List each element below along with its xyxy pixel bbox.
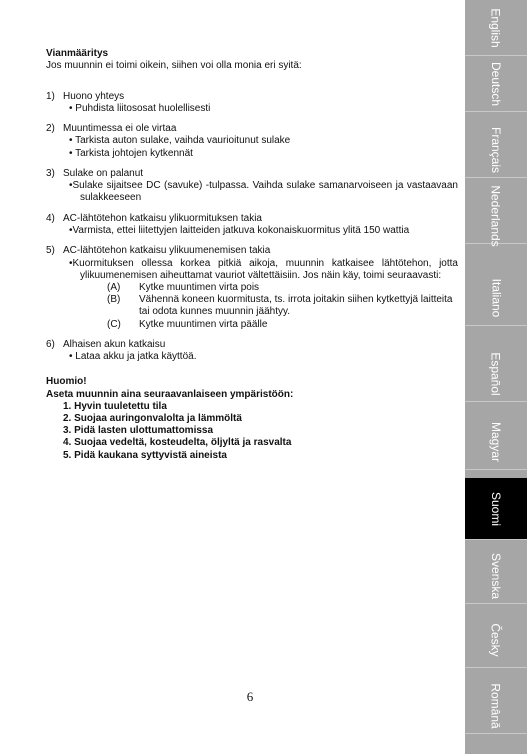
item-heading: AC-lähtötehon katkaisu ylikuumenemisen takia	[63, 245, 271, 257]
notice-item: 5. Pidä kaukana syttyvistä aineista	[63, 449, 227, 461]
troubleshooting-intro: Jos muunnin ei toimi oikein, siihen voi olla monia eri syitä:	[46, 60, 302, 72]
language-label: Italiano	[488, 278, 503, 317]
item-point: •Kuormituksen ollessa korkea pitkiä aikoja, muunnin katkaisee lähtötehon, jotta ylikuumenemisen aiheuttamat vauriot vältettäisiin. Jos näin käy, toimi seuraavasti:	[69, 257, 458, 281]
language-label: Suomi	[488, 491, 503, 526]
step-key: (A)	[107, 281, 121, 293]
language-tab-magyar[interactable]	[465, 414, 527, 470]
troubleshooting-item	[46, 339, 458, 363]
language-sidebar	[465, 0, 527, 754]
item-number: 5)	[46, 245, 55, 257]
language-tab-francais[interactable]	[465, 122, 527, 178]
step-key: (B)	[107, 294, 121, 306]
language-label: Română	[488, 682, 503, 729]
notice-item: 1. Hyvin tuuletettu tila	[63, 400, 167, 412]
procedure-step	[63, 294, 458, 318]
item-point: • Lataa akku ja jatka käyttöä.	[69, 351, 197, 363]
notice-list	[46, 401, 458, 462]
item-point: • Puhdista liitososat huolellisesti	[69, 102, 211, 114]
language-label: Español	[489, 351, 503, 396]
language-tab-suomi[interactable]	[465, 478, 527, 540]
notice-item: 4. Suojaa vedeltä, kosteudelta, öljyltä ja rasvalta	[63, 437, 292, 449]
step-text: Vähennä koneen kuormitusta, ts. irrota joitakin siihen kytkettyjä laitteita tai odota kunnes muunnin jäähtyy.	[139, 294, 453, 318]
language-label: Français	[488, 126, 503, 173]
troubleshooting-item	[46, 213, 458, 237]
language-tab-cesky[interactable]	[465, 612, 527, 668]
step-text: Kytke muuntimen virta päälle	[139, 318, 268, 330]
item-number: 1)	[46, 90, 55, 102]
language-tab-espanol[interactable]	[465, 346, 527, 402]
language-label: Svenska	[489, 552, 503, 599]
page-number: 6	[246, 689, 254, 704]
item-heading: Muuntimessa ei ole virtaa	[63, 123, 177, 135]
troubleshooting-item	[46, 91, 458, 115]
language-tab-italiano[interactable]	[465, 270, 527, 326]
language-label: Deutsch	[489, 61, 503, 106]
language-tab-deutsch[interactable]	[465, 56, 527, 112]
notice-section	[46, 376, 458, 461]
language-tab-svenska[interactable]	[465, 548, 527, 604]
troubleshooting-item	[46, 245, 458, 330]
notice-item: 2. Suojaa auringonvalolta ja lämmöltä	[63, 413, 242, 424]
notice-subtitle: Aseta muunnin aina seuraavanlaiseen ympäristöön:	[46, 388, 294, 400]
notice-item: 3. Pidä lasten ulottumattomissa	[63, 425, 214, 437]
item-heading: AC-lähtötehon katkaisu ylikuormituksen takia	[63, 212, 262, 224]
item-heading: Alhaisen akun katkaisu	[63, 338, 166, 350]
manual-content	[46, 48, 458, 462]
troubleshooting-item	[46, 123, 458, 160]
language-label: English	[488, 7, 503, 48]
notice-title: Huomio!	[46, 376, 87, 388]
item-number: 3)	[46, 167, 55, 179]
step-text: Kytke muuntimen virta pois	[139, 281, 260, 293]
item-heading: Sulake on palanut	[63, 167, 144, 179]
language-tab-romana[interactable]	[465, 678, 527, 734]
language-tab-nederlands[interactable]	[465, 184, 527, 247]
language-label: Magyar	[488, 421, 503, 462]
item-point: •Varmista, ettei liitettyjen laitteiden jatkuva kokonaiskuormitus ylitä 150 wattia	[69, 224, 410, 236]
procedure-step	[63, 319, 458, 331]
troubleshooting-item	[46, 168, 458, 205]
procedure-step	[63, 282, 458, 294]
language-label: Česky	[489, 622, 503, 657]
troubleshooting-title: Vianmääritys	[46, 48, 109, 59]
item-number: 4)	[46, 212, 55, 224]
item-number: 2)	[46, 123, 55, 135]
step-key: (C)	[107, 318, 121, 330]
item-point: • Tarkista johtojen kytkennät	[69, 147, 193, 159]
language-tab-english[interactable]	[465, 0, 527, 56]
language-label: Nederlands	[489, 184, 503, 247]
item-point: •Sulake sijaitsee DC (savuke) -tulpassa. Vaihda sulake samanarvoiseen ja vastaavaan sulakkeeseen	[69, 180, 458, 204]
item-heading: Huono yhteys	[63, 90, 125, 102]
item-point: • Tarkista auton sulake, vaihda vaurioitunut sulake	[69, 135, 291, 147]
item-number: 6)	[46, 338, 55, 350]
